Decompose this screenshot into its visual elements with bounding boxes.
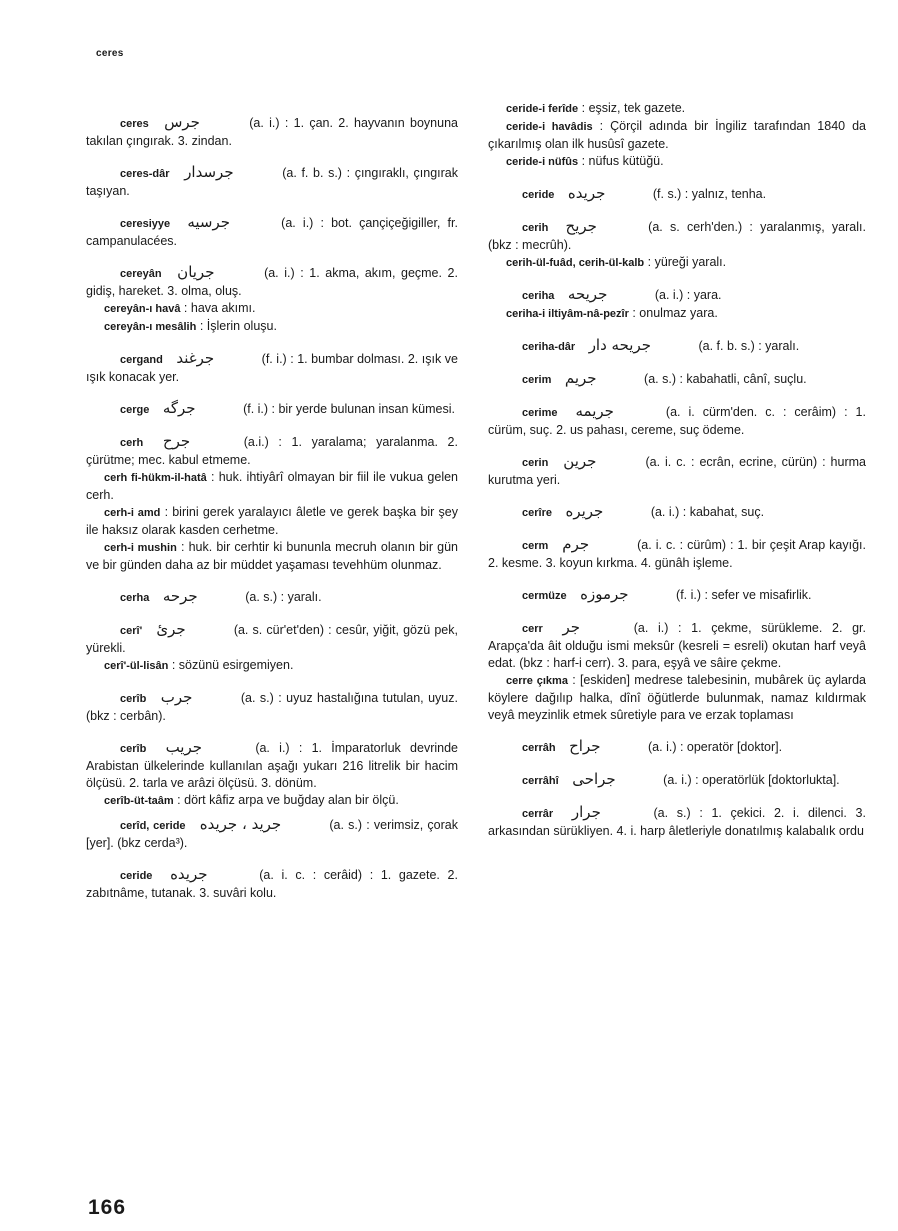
entry-arabic-script: جریره xyxy=(565,502,604,520)
entry-headword: ceride-i havâdis xyxy=(506,121,593,133)
entry-headword: cerge xyxy=(120,404,150,416)
entry-headword: cerm xyxy=(522,540,549,552)
entry-headword: ceriha xyxy=(522,290,555,302)
entry-definition: : [eskiden] medrese talebesinin, mubârek üç aylarda köylere dağılıp halka, dînî öğütlerde bulunmak, namaz kıldırmak veyâ meyzinlik etmek sûretiyle para ve erzak toplaması xyxy=(488,673,866,722)
entry-arabic-script: جرئ xyxy=(156,620,186,638)
dictionary-entry xyxy=(488,100,866,118)
left-column xyxy=(86,100,458,902)
entry-definition: (a. i.) : operatör [doktor]. xyxy=(648,740,783,754)
entry-headword: ceriha-dâr xyxy=(522,341,576,353)
entry-arabic-script: جرید ، جریده xyxy=(199,815,282,833)
dictionary-entry xyxy=(488,370,866,389)
entry-arabic-script: جریم xyxy=(564,369,597,387)
entry-arabic-script: جراحی xyxy=(572,770,616,788)
entry-arabic-script: جرحه xyxy=(162,587,198,605)
entry-definition: (a. s.) : 1. çekici. 2. i. dilenci. 3. arkasından sürükliyen. 4. i. harp âletleriyle donatılmış kalabalık ordu xyxy=(488,806,866,838)
dictionary-entry xyxy=(86,621,458,657)
dictionary-entry xyxy=(86,792,458,810)
entry-headword: cerha xyxy=(120,592,150,604)
dictionary-entry xyxy=(86,300,458,318)
entry-definition: (f. i.) : bir yerde bulunan insan kümesi. xyxy=(243,402,455,416)
dictionary-entry xyxy=(86,114,458,150)
dictionary-entry xyxy=(488,619,866,672)
entry-definition: (f. i.) : 1. bumbar dolması. 2. ışık ve ışık konacak yer. xyxy=(86,352,458,384)
dictionary-entry xyxy=(488,118,866,153)
entry-definition: : huk. bir cerhtir ki bununla mecruh olanın bir gün ve bir günden daha az bir müddet yaşaması tevehhüm olunmaz. xyxy=(86,540,458,572)
dictionary-entry xyxy=(488,771,866,790)
entry-headword: cergand xyxy=(120,354,163,366)
dictionary-entry xyxy=(488,804,866,840)
entry-arabic-script: جریب xyxy=(165,738,203,756)
entry-headword: cerin xyxy=(522,457,549,469)
entry-headword: cerr xyxy=(522,623,543,635)
entry-arabic-script: جرگه xyxy=(162,399,196,417)
entry-headword: cerî'-ül-lisân xyxy=(104,660,169,672)
dictionary-entry xyxy=(86,318,458,336)
entry-definition: (a. s.) : verimsiz, çorak [yer]. (bkz cerda³). xyxy=(86,818,458,850)
entry-headword: cerih xyxy=(522,222,549,234)
entry-arabic-script: جرغند xyxy=(176,349,215,367)
dictionary-entry xyxy=(488,672,866,724)
entry-headword: cerî' xyxy=(120,625,143,637)
dictionary-entry xyxy=(488,536,866,572)
entry-arabic-script: جرب xyxy=(160,688,193,706)
entry-definition: (a. i.) : kabahat, suç. xyxy=(650,505,765,519)
entry-definition: : eşsiz, tek gazete. xyxy=(581,101,686,115)
entry-headword: ceres xyxy=(120,118,149,130)
entry-definition: (a. i. c. : ecrân, ecrine, cürün) : hurma kurutma yeri. xyxy=(488,455,866,487)
entry-definition: (a. i.) : 1. çekme, sürükleme. 2. gr. Arapça'da âit olduğu ismi meksûr (kesreli = esreli) okutan harf veyâ edat. (bkz : harf-i cerr). 3. para, eşyâ ve sâire çekme. xyxy=(488,621,866,670)
dictionary-entry xyxy=(488,218,866,254)
entry-headword: cerîb xyxy=(120,743,147,755)
entry-headword: ceride xyxy=(522,189,555,201)
entry-headword: cereyân-ı mesâlih xyxy=(104,321,197,333)
entry-arabic-script: جرار xyxy=(571,803,601,821)
entry-definition: (a.i.) : 1. yaralama; yaralanma. 2. çürütme; mec. kabul etmeme. xyxy=(86,435,458,467)
entry-headword: cerim xyxy=(522,374,552,386)
entry-arabic-script: جرس xyxy=(164,113,200,131)
entry-definition: (a. s. cür'et'den) : cesûr, yiğit, gözü pek, yürekli. xyxy=(86,623,458,655)
dictionary-entry xyxy=(488,453,866,489)
dictionary-entry xyxy=(86,214,458,250)
entry-definition: (f. s.) : yalnız, tenha. xyxy=(652,187,767,201)
entry-headword: cerh fi-hükm-il-hatâ xyxy=(104,472,207,484)
entry-definition: (a. f. b. s.) : çıngıraklı, çıngırak taşıyan. xyxy=(86,166,458,198)
entry-definition: : huk. ihtiyârî olmayan bir fiil ile vukua gelen cerh. xyxy=(86,470,458,502)
entry-definition: : yüreği yaralı. xyxy=(647,255,727,269)
entry-definition: (a. f. b. s.) : yaralı. xyxy=(698,339,800,353)
dictionary-entry xyxy=(86,739,458,792)
entry-headword: ceride-i ferîde xyxy=(506,103,579,115)
entry-headword: cerrâr xyxy=(522,808,554,820)
entry-arabic-script: جریده xyxy=(170,865,208,883)
entry-arabic-script: جرسیه xyxy=(187,213,231,231)
entry-headword: cerh-i mushin xyxy=(104,542,177,554)
entry-definition: (f. i.) : sefer ve misafirlik. xyxy=(676,588,812,602)
dictionary-entry xyxy=(86,264,458,300)
entry-definition: (a. i.) : 1. akma, akım, geçme. 2. gidiş, hareket. 3. olma, oluş. xyxy=(86,266,458,298)
entry-arabic-script: جریحه xyxy=(567,285,608,303)
entry-definition: : İşlerin oluşu. xyxy=(199,319,277,333)
dictionary-entry xyxy=(86,164,458,200)
entry-headword: ceride xyxy=(120,870,153,882)
entry-headword: cerh-i amd xyxy=(104,507,161,519)
dictionary-entry xyxy=(488,254,866,272)
entry-headword: cerh xyxy=(120,437,144,449)
dictionary-entry xyxy=(86,816,458,852)
entry-definition: : hava akımı. xyxy=(183,301,256,315)
dictionary-entry xyxy=(488,738,866,757)
entry-definition: : dört kâfiz arpa ve buğday alan bir ölçü. xyxy=(177,793,399,807)
entry-headword: cerrâhî xyxy=(522,775,559,787)
entry-headword: cereyân xyxy=(120,268,162,280)
dictionary-entry xyxy=(488,153,866,171)
dictionary-entry xyxy=(86,469,458,504)
entry-arabic-script: جریحه دار xyxy=(588,336,651,354)
entry-arabic-script: جرسدار xyxy=(184,163,234,181)
entry-arabic-script: جریح xyxy=(565,217,597,235)
entry-definition: : birini gerek yaralayıcı âletle ve gerek başka bir şey ile haksız olarak kasden cerhetme. xyxy=(86,505,458,537)
entry-definition: (a. i.) : 1. İmparatorluk devrinde Arabistan ülkelerinde kullanılan aşağı yukarı 216 litrelik bir hacim ölçüsü. 2. tarla ve arâzi ölçüsü. 3. dönüm. xyxy=(86,741,458,790)
entry-headword: cermüze xyxy=(522,590,567,602)
entry-headword: cereyân-ı havâ xyxy=(104,303,181,315)
entry-arabic-script: جرح xyxy=(162,432,191,450)
entry-definition: : nüfus kütüğü. xyxy=(581,154,664,168)
running-header: ceres xyxy=(96,48,124,59)
dictionary-entry xyxy=(86,689,458,725)
entry-definition: (a. i. c. : cürûm) : 1. bir çeşit Arap kayığı. 2. kesme. 3. koyun kırkma. 4. günâh işleme. xyxy=(488,538,866,570)
entry-headword: cerîd, ceride xyxy=(120,820,186,832)
entry-definition: (a. i.) : bot. çançiçeğigiller, fr. campanulacées. xyxy=(86,216,458,248)
entry-headword: ceriha-i iltiyâm-nâ-pezîr xyxy=(506,308,629,320)
entry-arabic-script: جرین xyxy=(563,452,597,470)
entry-arabic-script: جریده xyxy=(567,184,606,202)
entry-definition: (a. s.) : yaralı. xyxy=(245,590,322,604)
dictionary-entry xyxy=(86,433,458,469)
entry-definition: (a. i. cürm'den. c. : cerâim) : 1. cürüm, suç. 2. us pahası, cereme, suç ödeme. xyxy=(488,405,866,437)
entry-definition: : onulmaz yara. xyxy=(632,306,718,320)
dictionary-entry xyxy=(86,588,458,607)
dictionary-entry xyxy=(86,866,458,902)
page-number: 166 xyxy=(88,1196,127,1219)
entry-definition: (a. i. c. : cerâid) : 1. gazete. 2. zabıtnâme, tutanak. 3. suvâri kolu. xyxy=(86,868,458,900)
dictionary-entry xyxy=(488,503,866,522)
entry-definition: (a. s. cerh'den.) : yaralanmış, yaralı. (bkz : mecrûh). xyxy=(488,220,866,252)
dictionary-entry xyxy=(488,286,866,305)
entry-arabic-script: جریمه xyxy=(575,402,614,420)
entry-headword: ceresiyye xyxy=(120,218,171,230)
entry-definition: (a. s.) : uyuz hastalığına tutulan, uyuz. (bkz : cerbân). xyxy=(86,691,458,723)
dictionary-entry xyxy=(86,539,458,574)
dictionary-entry xyxy=(488,586,866,605)
entry-headword: cerîre xyxy=(522,507,552,519)
entry-arabic-script: جراح xyxy=(569,737,601,755)
entry-definition: (a. i.) : yara. xyxy=(654,288,722,302)
entry-headword: cerime xyxy=(522,407,558,419)
entry-headword: cerîb xyxy=(120,693,147,705)
entry-definition: (a. s.) : kabahatli, cânî, suçlu. xyxy=(644,372,807,386)
dictionary-entry xyxy=(86,400,458,419)
entry-definition: (a. i.) : operatörlük [doktorlukta]. xyxy=(663,773,840,787)
dictionary-entry xyxy=(488,403,866,439)
entry-headword: cerre çıkma xyxy=(506,675,568,687)
dictionary-entry xyxy=(488,185,866,204)
entry-arabic-script: جرموزه xyxy=(580,585,629,603)
entry-headword: ceres-dâr xyxy=(120,168,170,180)
entry-arabic-script: جرم xyxy=(562,535,590,553)
right-column xyxy=(488,100,866,840)
entry-headword: cerrâh xyxy=(522,742,556,754)
entry-arabic-script: جریان xyxy=(177,263,215,281)
entry-arabic-script: جر xyxy=(562,618,581,636)
dictionary-entry xyxy=(86,350,458,386)
entry-headword: cerîb-üt-taâm xyxy=(104,795,174,807)
dictionary-entry xyxy=(86,657,458,675)
entry-definition: : Çörçil adında bir İngiliz tarafından 1840 da çıkarılmış olan ilk husûsî gazete. xyxy=(488,119,866,151)
entry-definition: (a. i.) : 1. çan. 2. hayvanın boynuna takılan çıngırak. 3. zindan. xyxy=(86,116,458,148)
dictionary-entry xyxy=(488,337,866,356)
entry-definition: : sözünü esirgemiyen. xyxy=(171,658,294,672)
entry-headword: ceride-i nüfûs xyxy=(506,156,579,168)
dictionary-entry xyxy=(86,504,458,539)
entry-headword: cerih-ül-fuâd, cerih-ül-kalb xyxy=(506,257,645,269)
dictionary-entry xyxy=(488,305,866,323)
